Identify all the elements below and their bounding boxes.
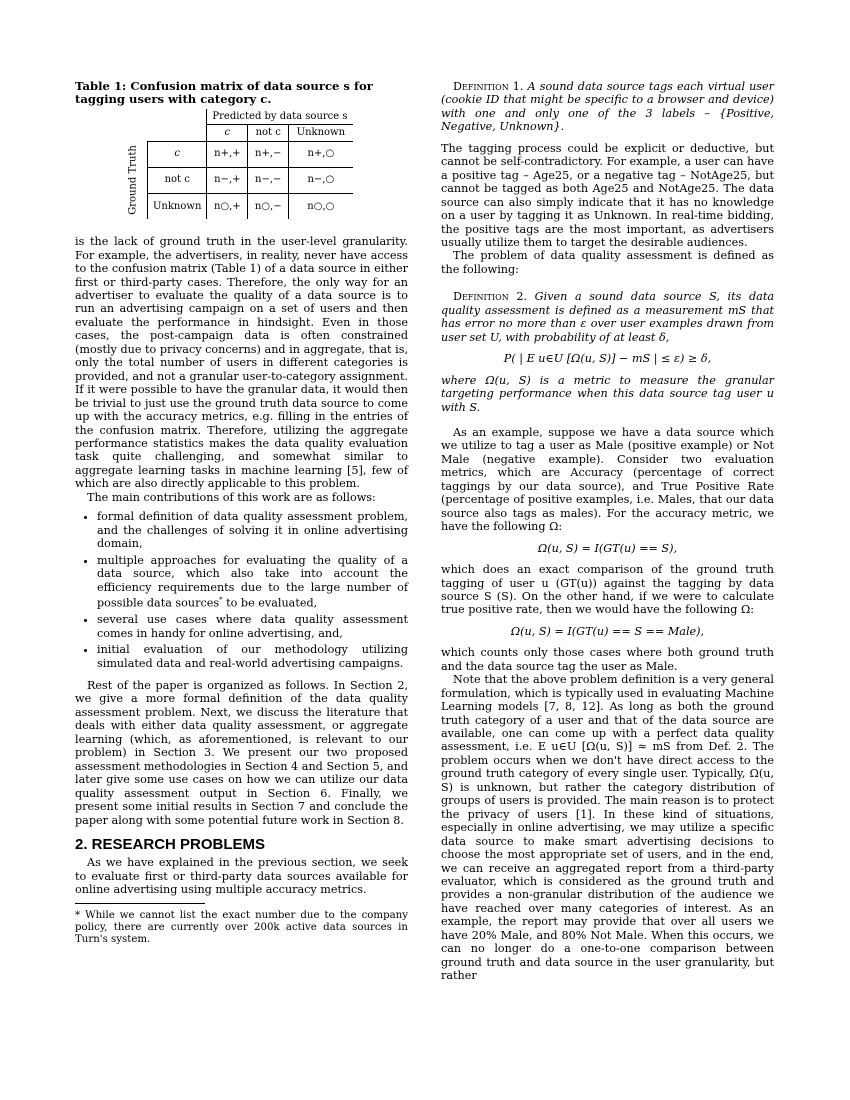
- footnote-rule: [75, 903, 205, 904]
- paragraph: The problem of data quality assessment is defined as the following:: [441, 249, 774, 276]
- table-cell: n+,+: [207, 141, 248, 167]
- confusion-matrix-table: [119, 109, 353, 219]
- paragraph: Rest of the paper is organized as follows. In Section 2, we give a more formal definition of the data quality assessment problem. Next, we discuss the literature that deals with either data quality assessment, or aggregate learning (which, as aforementioned, is relevant to our problem) in Section 3. We present our two proposed assessment methodologies in Section 4 and Section 5, and later give some use cases on how we can utilize our data quality assessment output in Section 6. Finally, we present some initial results in Section 7 and conclude the paper along with some potential future work in Section 8.: [75, 679, 408, 827]
- equation: Ω(u, S) = I(GT(u) == S == Male),: [510, 624, 705, 638]
- equation: P( | E u∈U [Ω(u, S)] − mS | ≤ ε) ≥ δ,: [503, 352, 712, 366]
- section-heading: 2. RESEARCH PROBLEMS: [75, 835, 266, 853]
- paragraph: The tagging process could be explicit or deductive, but cannot be self-contradictory. For example, a user can have a positive tag – Age25, or a negative tag – NotAge25, but cannot be tagged as both Age25 and NotAge25. The data source can also simply indicate that it has no knowledge on a user by tagging it as Unknown. In real-time bidding, the positive tags are the most important, as advertisers usually utilize them to target the desirable audiences.: [441, 141, 774, 249]
- table-cell: n○,−: [248, 193, 289, 219]
- definition-2-tail: where Ω(u, S) is a metric to measure the granular targeting performance when this data source tag user u with S.: [441, 373, 774, 414]
- paragraph: is the lack of ground truth in the user-level granularity. For example, the advertisers, in reality, never have access to the confusion matrix (Table 1) of a data source in either first or third-party cases. Therefore, the only way for an advertiser to evaluate the quality of a data source is to run an advertising campaign on a set of users and then evaluate the performance in hindsight. Even in those cases, the post-campaign data is often constrained (mostly due to privacy concerns) and in aggregate, that is, only the total number of users in different categories is provided, and not a granular user-to-category assignment. If it were possible to have the granular data, it would then be trivial to just use the ground truth data source to come up with the accuracy metrics, e.g. filling in the entries of the confusion matrix. Therefore, utilizing the aggregate performance statistics makes the data quality evaluation task quite challenging, and somewhat similar to aggregate learning tasks in machine learning [5], few of which are also directly applicable to this problem.: [75, 235, 408, 491]
- predicted-header: Predicted by data source s: [207, 109, 353, 125]
- footnote-marker: *: [219, 596, 223, 604]
- left-column: [75, 80, 408, 946]
- paragraph: As we have explained in the previous section, we seek to evaluate first or third-party data sources available for online advertising using multiple accuracy metrics.: [75, 856, 408, 897]
- table-cell: n−,+: [207, 167, 248, 193]
- paragraph: which counts only those cases where both ground truth and the data source tag the user as Male.: [441, 646, 774, 673]
- col-header: c: [207, 125, 248, 141]
- list-item: • formal definition of data quality assessment problem, and the challenges of solving it in online advertising domain,: [97, 510, 408, 550]
- row-label: not c: [148, 167, 207, 193]
- row-label: Unknown: [148, 193, 207, 219]
- ground-truth-label: Ground Truth: [127, 145, 139, 216]
- right-column: [441, 80, 774, 983]
- table-cell: n−,○: [289, 167, 353, 193]
- list-item: • multiple approaches for evaluating the quality of a data source, which also take into account the efficiency requirements due to the large number of possible data sources* to be evaluated,: [97, 554, 408, 611]
- paragraph: As an example, suppose we have a data source which we utilize to tag a user as Male (positive example) or Not Male (negative example). Consider two evaluation metrics, which are Accuracy (percentage of correct taggings by our data source), and True Positive Rate (percentage of positive examples, i.e. Males, that our data source also tags as males). For the accuracy metric, we have the following Ω:: [441, 425, 774, 534]
- table-cell: n○,○: [289, 193, 353, 219]
- col-header: Unknown: [289, 125, 353, 141]
- table-cell: n+,○: [289, 141, 353, 167]
- table-caption: Table 1: Confusion matrix of data source s for tagging users with category c.: [75, 79, 373, 107]
- table-cell: n+,−: [248, 141, 289, 167]
- definition-1: Definition 1. A sound data source tags each virtual user (cookie ID that might be specific to a browser and device) with one and only one of the 3 labels – {Positive, Negative, Unknown}.: [441, 80, 774, 134]
- equation: Ω(u, S) = I(GT(u) == S),: [537, 541, 678, 555]
- definition-2: Definition 2. Given a sound data source S, its data quality assessment is defined as a measurement mS that has error no more than ε over user examples drawn from user set U, with probability of at least δ,: [441, 290, 774, 344]
- contributions-list: [75, 510, 408, 670]
- list-item: • several use cases where data quality assessment comes in handy for online advertising, and,: [97, 613, 408, 640]
- table-cell: n○,+: [207, 193, 248, 219]
- paragraph: which does an exact comparison of the ground truth tagging of user u (GT(u)) against the tagging by data source S (S). On the other hand, if we were to calculate true positive rate, then we would have the following Ω:: [441, 563, 774, 617]
- row-label: c: [148, 141, 207, 167]
- paragraph: Note that the above problem definition is a very general formulation, which is typically used in evaluating Machine Learning models [7, 8, 12]. As long as both the ground truth category of a user and that of the data source are available, one can come up with a perfect data quality assessment, i.e. E u∈U [Ω(u, S)] ≈ mS from Def. 2. The problem occurs when we don't have direct access to the ground truth category of every single user. Typically, Ω(u, S) is unknown, but rather the category distribution of groups of users is provided. The main reason is to protect the privacy of users [1]. In these kind of situations, especially in online advertising, we may utilize a specific data source to make smart advertising decisions to choose the most appropriate set of users, and in the end, we can receive an aggregated report from a third-party evaluator, which is considered as the ground truth and provides a non-granular distribution of the audience we have reached over many categories of interest. As an example, the report may provide that over all users we have 20% Male, and 80% Not Male. When this occurs, we can no longer do a one-to-one comparison between ground truth and data source in the user granularity, but rather: [441, 673, 774, 983]
- table-cell: n−,−: [248, 167, 289, 193]
- paragraph: The main contributions of this work are as follows:: [87, 490, 376, 504]
- footnote: * While we cannot list the exact number due to the company policy, there are currently over 200k active data sources in Turn's system.: [75, 909, 408, 946]
- col-header: not c: [248, 125, 289, 141]
- list-item: • initial evaluation of our methodology utilizing simulated data and real-world advertising campaigns.: [97, 643, 408, 670]
